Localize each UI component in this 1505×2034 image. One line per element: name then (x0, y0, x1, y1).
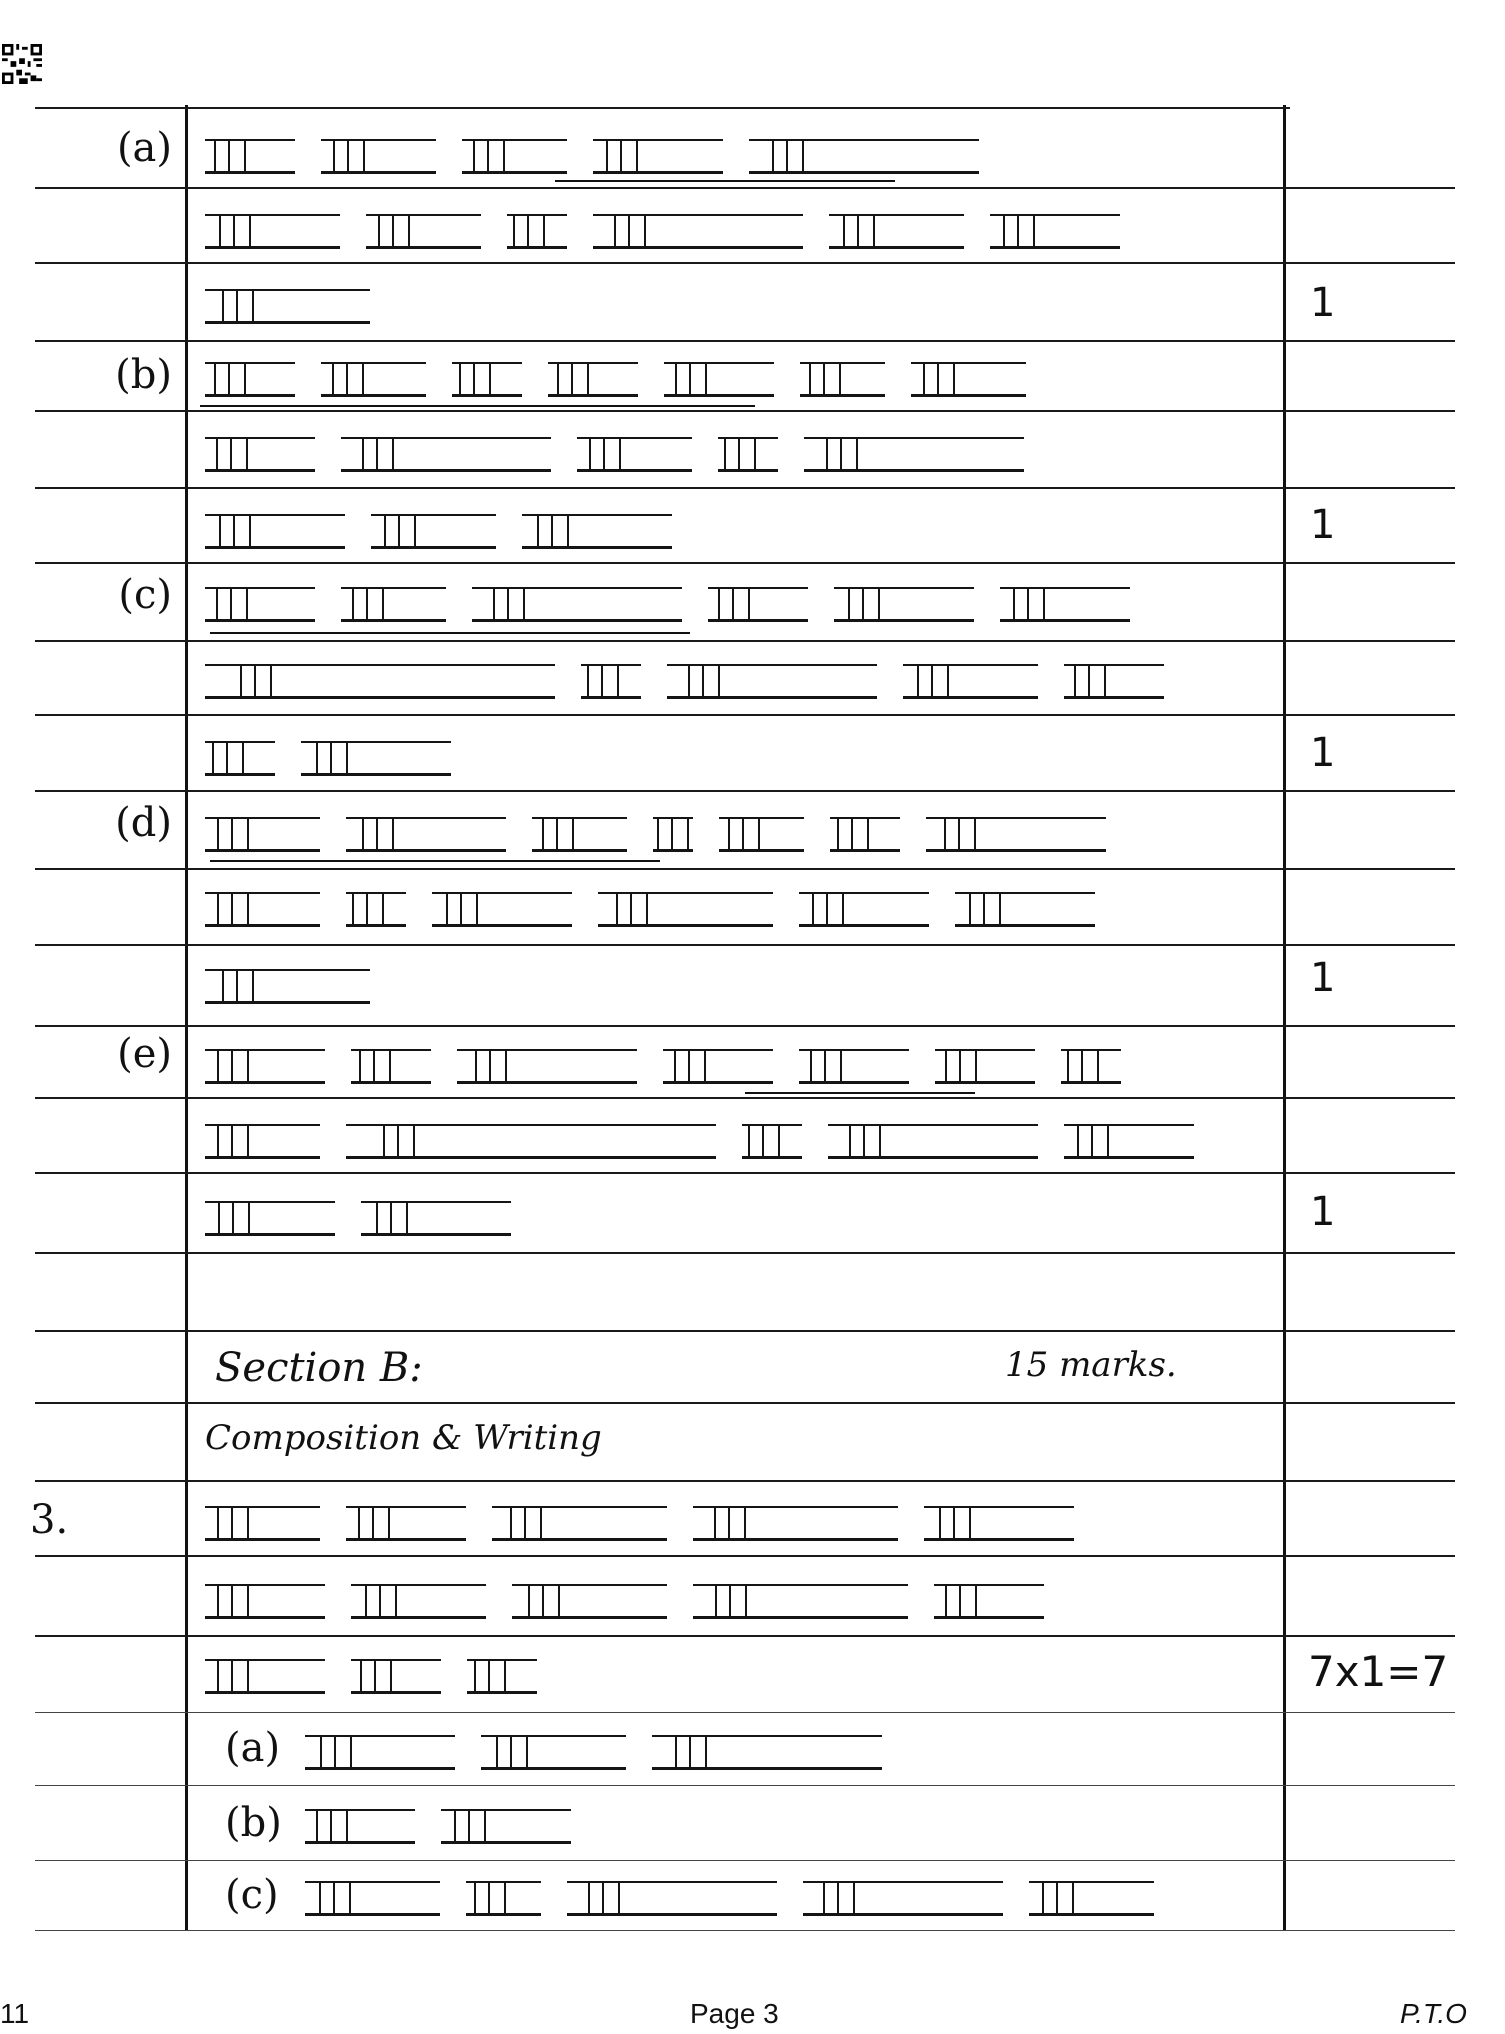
subquestion-label-d: (d) (115, 800, 172, 846)
q3-option-a-text (305, 1726, 908, 1770)
ruled-line (35, 562, 1455, 564)
ruled-line (35, 1480, 1455, 1482)
q3-option-b-text (305, 1800, 597, 1844)
ruled-line (35, 1930, 1455, 1931)
answer-a-line-3 (205, 280, 396, 324)
ruled-line (35, 790, 1455, 792)
ruled-line (35, 1860, 1455, 1861)
subquestion-label-a: (a) (116, 125, 172, 171)
answer-e-line-1 (205, 1040, 1147, 1084)
subquestion-label-b: (b) (115, 352, 172, 398)
answer-underline (200, 405, 755, 407)
answer-b-line-3 (205, 505, 698, 549)
ruled-line (35, 107, 1290, 109)
mark-c: 1 (1310, 730, 1336, 776)
ruled-line (35, 340, 1455, 342)
ruled-line (35, 1025, 1455, 1027)
answer-c-line-2 (205, 655, 1190, 699)
question-3-line-2 (205, 1575, 1070, 1619)
qr-code-icon (2, 42, 42, 86)
ruled-line (35, 1172, 1455, 1174)
mark-e: 1 (1310, 1189, 1336, 1235)
answer-a-line-1 (205, 130, 1005, 174)
ruled-line (35, 1785, 1455, 1786)
question-number-3: 3. (30, 1497, 69, 1543)
ruled-line (35, 640, 1455, 642)
answer-a-line-2 (205, 205, 1146, 249)
answer-d-line-3 (205, 960, 396, 1004)
ruled-line (35, 1555, 1455, 1557)
answer-e-line-2 (205, 1115, 1220, 1159)
footer-code: 11 (0, 1998, 30, 2029)
ruled-line (35, 714, 1455, 716)
mark-d: 1 (1310, 955, 1336, 1001)
answer-underline (745, 1092, 975, 1094)
answer-b-line-2 (205, 428, 1050, 472)
footer-pto: P.T.O (1400, 1998, 1467, 2029)
mark-a: 1 (1310, 280, 1336, 326)
ruled-line (35, 1402, 1455, 1404)
question-3-line-3 (205, 1650, 563, 1694)
section-b-title: Section B: (215, 1345, 423, 1391)
ruled-line (35, 410, 1455, 412)
q3-option-c-text (305, 1872, 1180, 1916)
ruled-line (35, 1712, 1455, 1713)
ruled-line (35, 1635, 1455, 1637)
q3-option-c-label: (c) (225, 1872, 279, 1918)
ruled-line (35, 1097, 1455, 1099)
answer-e-line-3 (205, 1192, 537, 1236)
ruled-line (35, 868, 1455, 870)
mark-q3: 7x1=7 (1308, 1647, 1449, 1696)
q3-option-b-label: (b) (225, 1800, 282, 1846)
mark-b: 1 (1310, 502, 1336, 548)
q3-option-a-label: (a) (225, 1725, 281, 1771)
ruled-line (35, 1252, 1455, 1254)
ruled-line (35, 187, 1455, 189)
subquestion-label-e: (e) (117, 1031, 172, 1077)
answer-underline (210, 860, 660, 862)
footer-page-number: Page 3 (690, 1998, 779, 2029)
section-b-marks: 15 marks. (1005, 1345, 1177, 1385)
question-3-line-1 (205, 1497, 1100, 1541)
ruled-line (35, 487, 1455, 489)
label-column-divider (185, 105, 188, 1930)
subquestion-label-c: (c) (118, 572, 172, 618)
marks-column-divider (1283, 105, 1286, 1930)
answer-b-line-1 (205, 353, 1052, 397)
answer-underline (555, 180, 895, 182)
ruled-line (35, 262, 1455, 264)
answer-d-line-1 (205, 808, 1132, 852)
answer-c-line-3 (205, 732, 477, 776)
ruled-line (35, 1330, 1455, 1332)
answer-c-line-1 (205, 578, 1156, 622)
ruled-line (35, 944, 1455, 946)
answer-d-line-2 (205, 883, 1121, 927)
answer-underline (210, 632, 690, 634)
section-b-subtitle: Composition & Writing (205, 1418, 602, 1458)
